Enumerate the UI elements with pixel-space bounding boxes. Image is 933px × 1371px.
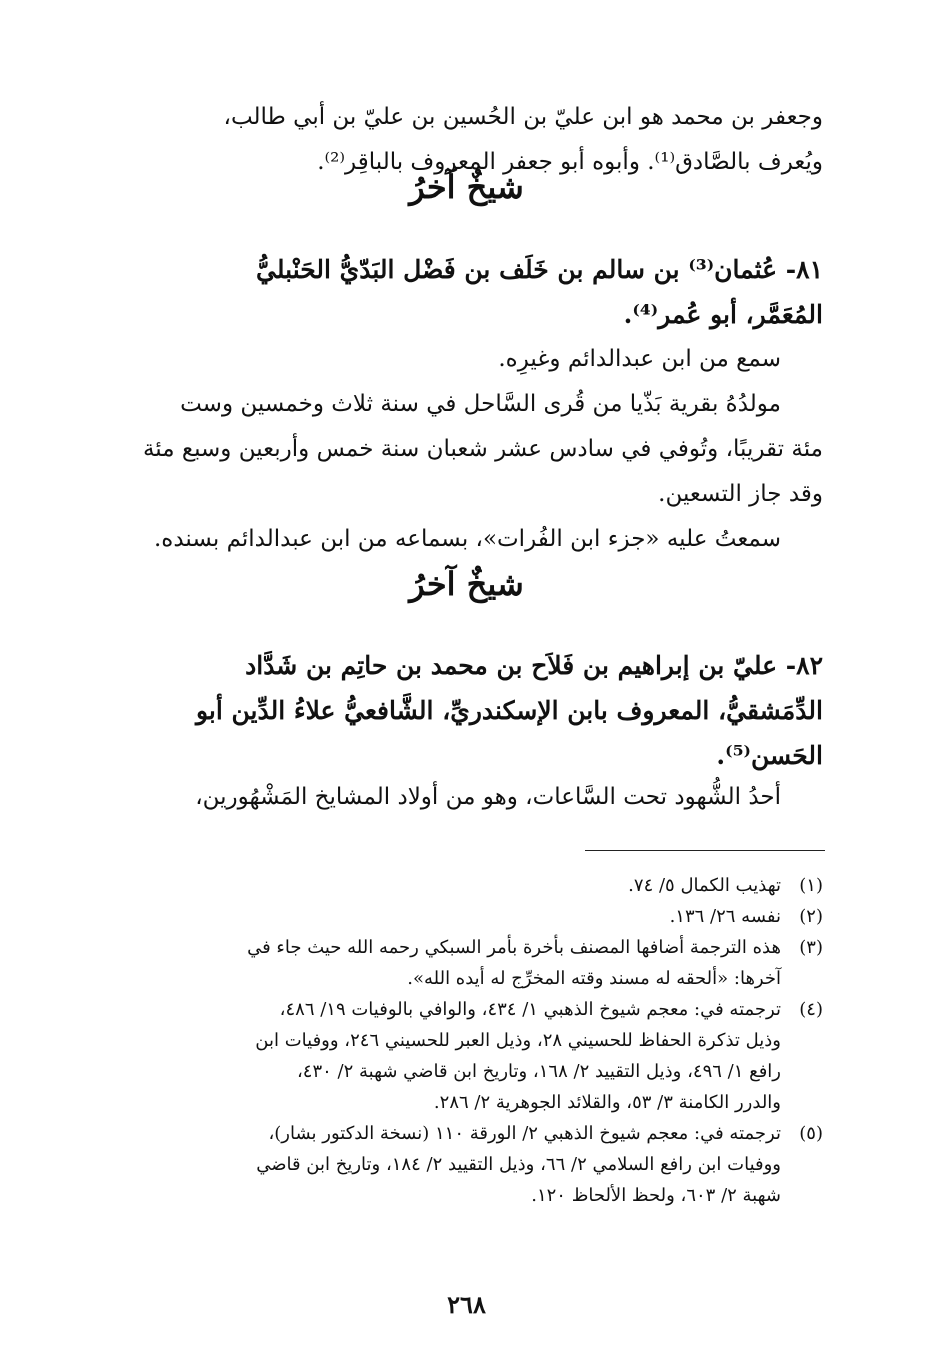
- footnote-4-line-1: [112, 994, 823, 1025]
- footnote-4-line-3: رافع ١/ ٤٩٦، وذيل التقييد ٢/ ١٦٨، وتاريخ ابن قاضي شهبة ٢/ ٤٣٠،: [296, 1061, 781, 1082]
- section-heading-2: شيخٌ آخرُ: [409, 565, 524, 603]
- footnote-3-line-2: آخرها: «ألحقه له مسند وقته المخرِّج له أيده الله».: [407, 968, 781, 989]
- footnote-5-line-2: ووفيات ابن رافع السلامي ٢/ ٦٦، وذيل التقييد ٢/ ١٨٤، وتاريخ ابن قاضي: [256, 1154, 781, 1175]
- footnote-2-text: نفسه ٢٦/ ١٣٦.: [669, 906, 781, 927]
- footnote-2-number: (٢): [799, 906, 823, 927]
- entry-82-title-line-2: الدِّمَشقيُّ، المعروف بابن الإسكندريِّ، الشَّافعيُّ علاءُ الدِّين أبو: [195, 696, 823, 725]
- footnote-4-line-2: وذيل تذكرة الحفاظ للحسيني ٢٨، وذيل العبر للحسيني ٢٤٦، ووفيات ابن: [255, 1030, 781, 1051]
- footnote-1: [112, 870, 823, 901]
- entry-81-paragraph-1: سمع من ابن عبدالدائم وغيرِه.: [498, 346, 781, 372]
- entry-82-title-line-1: ٨٢- عليّ بن إبراهيم بن فَلاَح بن محمد بن حاتِم بن شَدَّاد: [245, 651, 823, 680]
- footnote-4-text-1: ترجمته في: معجم شيوخ الذهبي ١/ ٤٣٤، والوافي بالوفيات ١٩/ ٤٨٦،: [279, 999, 781, 1020]
- entry-82-title: [112, 643, 823, 778]
- entry-81-paragraph-2-line-2: مئة تقريبًا، وتُوفي في سادس عشر شعبان سنة خمس وأربعين وسبع مئة: [142, 436, 823, 462]
- footnote-4-number: (٤): [799, 999, 823, 1020]
- footnote-5-line-3: شهبة ٢/ ٦٠٣، ولحظ الألحاظ ١٢٠.: [531, 1185, 781, 1206]
- footnote-3-number: (٣): [799, 937, 823, 958]
- entry-82-body: [112, 775, 823, 820]
- footnote-3-text-1: هذه الترجمة أضافها المصنف بأخرة بأمر السبكي رحمه الله حيث جاء في: [247, 937, 781, 958]
- page-number: ٢٦٨: [447, 1290, 486, 1319]
- footnote-5-number: (٥): [799, 1123, 823, 1144]
- entry-82-title-line-3: الحَسن⁽⁵⁾.: [716, 741, 823, 770]
- footnotes: [112, 870, 823, 1211]
- footnote-5-line-1: [112, 1118, 823, 1149]
- footnote-3-line-1: [112, 932, 823, 963]
- entry-81-paragraph-2-line-3: وقد جاز التسعين.: [658, 481, 823, 507]
- entry-81-body: [112, 337, 823, 562]
- intro-line-2: ويُعرف بالصَّادق⁽¹⁾. وأبوه أبو جعفر المعروف بالباقِر⁽²⁾.: [317, 149, 823, 175]
- section-heading-1: شيخٌ آخرُ: [409, 168, 524, 206]
- footnote-2: [112, 901, 823, 932]
- footnote-separator: [585, 850, 825, 851]
- entry-81-title: [112, 247, 823, 337]
- entry-81-paragraph-2-line-1: مولدُهُ بقرية بَذّيا من قُرى السَّاحل في سنة ثلاث وخمسين وست: [180, 391, 781, 417]
- entry-82-paragraph-1: أحدُ الشُّهود تحت السَّاعات، وهو من أولاد المشايخ المَشْهُورين،: [195, 784, 781, 810]
- footnote-1-text: تهذيب الكمال ٥/ ٧٤.: [628, 875, 781, 896]
- footnote-1-number: (١): [799, 875, 823, 896]
- intro-line-1: وجعفر بن محمد هو ابن عليّ بن الحُسين بن عليّ بن أبي طالب،: [223, 104, 823, 130]
- footnote-4-line-4: والدرر الكامنة ٣/ ٥٣، والقلائد الجوهرية ٢/ ٢٨٦.: [433, 1092, 781, 1113]
- entry-81-title-line-2: المُعَمَّر، أبو عُمر⁽⁴⁾.: [623, 300, 823, 329]
- footnote-5-text-1: ترجمته في: معجم شيوخ الذهبي ٢/ الورقة ١١٠ (نسخة الدكتور بشار)،: [268, 1123, 781, 1144]
- entry-81-title-line-1: ٨١- عُثمان⁽³⁾ بن سالم بن خَلَف بن فَضْل البَدّيُّ الحَنْبليُّ: [256, 255, 823, 284]
- entry-81-paragraph-3: سمعتُ عليه «جزء ابن الفُرات»، بسماعه من ابن عبدالدائم بسنده.: [153, 526, 781, 552]
